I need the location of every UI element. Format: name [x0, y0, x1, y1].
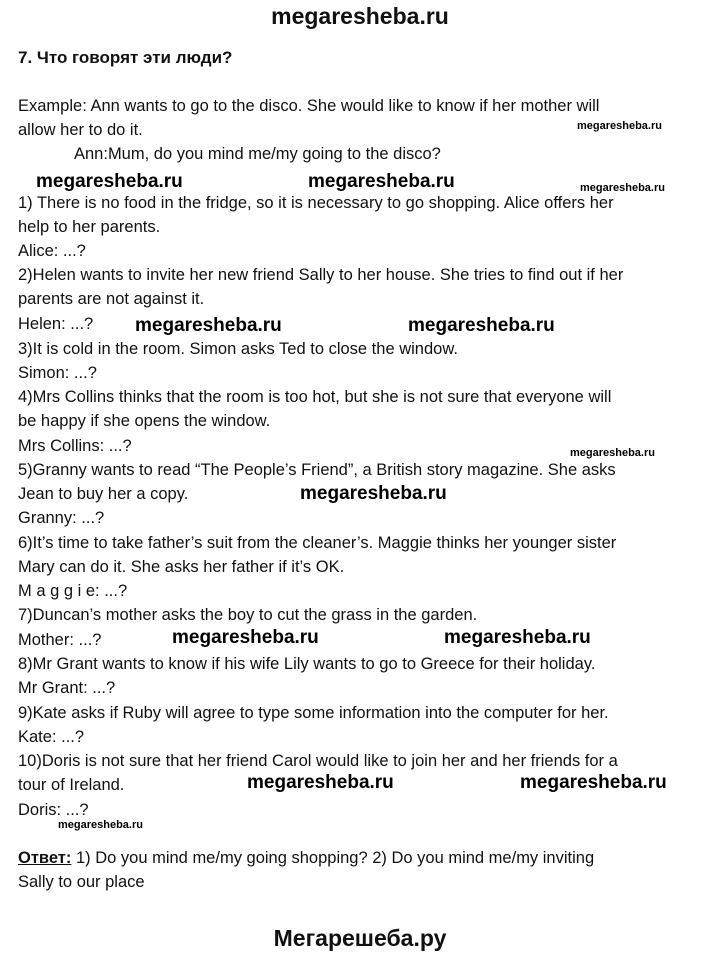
watermark: megaresheba.ru [520, 772, 667, 793]
text-line: 3)It is cold in the room. Simon asks Ted to close the window. [18, 340, 458, 358]
text-line: 10)Doris is not sure that her friend Carol would like to join her and her friends for a [18, 752, 618, 770]
watermark: megaresheba.ru [408, 315, 555, 336]
watermark: megaresheba.ru [172, 627, 319, 648]
text-line: 4)Mrs Collins thinks that the room is too hot, but she is not sure that everyone will [18, 388, 612, 406]
watermark-small: megaresheba.ru [58, 819, 143, 831]
text-line: M a g g i e: ...? [18, 582, 128, 600]
task-heading: 7. Что говорят эти люди? [18, 48, 233, 67]
answer-line [18, 849, 594, 868]
text-line: Granny: ...? [18, 509, 105, 527]
text-line: Example: Ann wants to go to the disco. She would like to know if her mother will [18, 97, 600, 115]
watermark: megaresheba.ru [36, 171, 183, 192]
text-line: be happy if she opens the window. [18, 412, 271, 430]
text-line: Mrs Collins: ...? [18, 437, 132, 455]
footer-site-title: Мегарешеба.ру [273, 925, 447, 951]
text-line: tour of Ireland. [18, 776, 125, 794]
text-line: Mother: ...? [18, 631, 102, 649]
text-line: Alice: ...? [18, 242, 86, 260]
text-line: Helen: ...? [18, 315, 94, 333]
text-line: parents are not against it. [18, 290, 205, 308]
site-title: megaresheba.ru [271, 3, 449, 29]
text-line: 6)It’s time to take father’s suit from the cleaner’s. Maggie thinks her younger sister [18, 534, 617, 552]
text-line: Ann:Mum, do you mind me/my going to the disco? [74, 145, 441, 163]
text-line: Mr Grant: ...? [18, 679, 116, 697]
text-line: allow her to do it. [18, 121, 143, 139]
text-line: 5)Granny wants to read “The People’s Friend”, a British story magazine. She asks [18, 461, 616, 479]
answer-text: 1) Do you mind me/my going shopping? 2) Do you mind me/my inviting [71, 849, 595, 867]
text-line: Mary can do it. She asks her father if it’s OK. [18, 558, 345, 576]
text-line: 2)Helen wants to invite her new friend Sally to her house. She tries to find out if her [18, 266, 624, 284]
watermark-small: megaresheba.ru [580, 182, 665, 194]
answer-line-2: Sally to our place [18, 873, 145, 891]
text-line: help to her parents. [18, 218, 161, 236]
text-line: Simon: ...? [18, 364, 97, 382]
text-line: 7)Duncan’s mother asks the boy to cut the grass in the garden. [18, 606, 478, 624]
watermark: megaresheba.ru [308, 171, 455, 192]
watermark: megaresheba.ru [135, 315, 282, 336]
watermark-small: megaresheba.ru [570, 447, 655, 459]
text-line: 1) There is no food in the fridge, so it is necessary to go shopping. Alice offers her [18, 194, 614, 212]
watermark: megaresheba.ru [300, 483, 447, 504]
text-line: 8)Mr Grant wants to know if his wife Lily wants to go to Greece for their holiday. [18, 655, 596, 673]
watermark-small: megaresheba.ru [577, 120, 662, 132]
text-line: 9)Kate asks if Ruby will agree to type some information into the computer for her. [18, 704, 609, 722]
text-line: Jean to buy her a copy. [18, 485, 189, 503]
text-line: Doris: ...? [18, 801, 89, 819]
watermark: megaresheba.ru [444, 627, 591, 648]
answer-label: Ответ: [18, 849, 72, 867]
watermark: megaresheba.ru [247, 772, 394, 793]
text-line: Kate: ...? [18, 728, 85, 746]
